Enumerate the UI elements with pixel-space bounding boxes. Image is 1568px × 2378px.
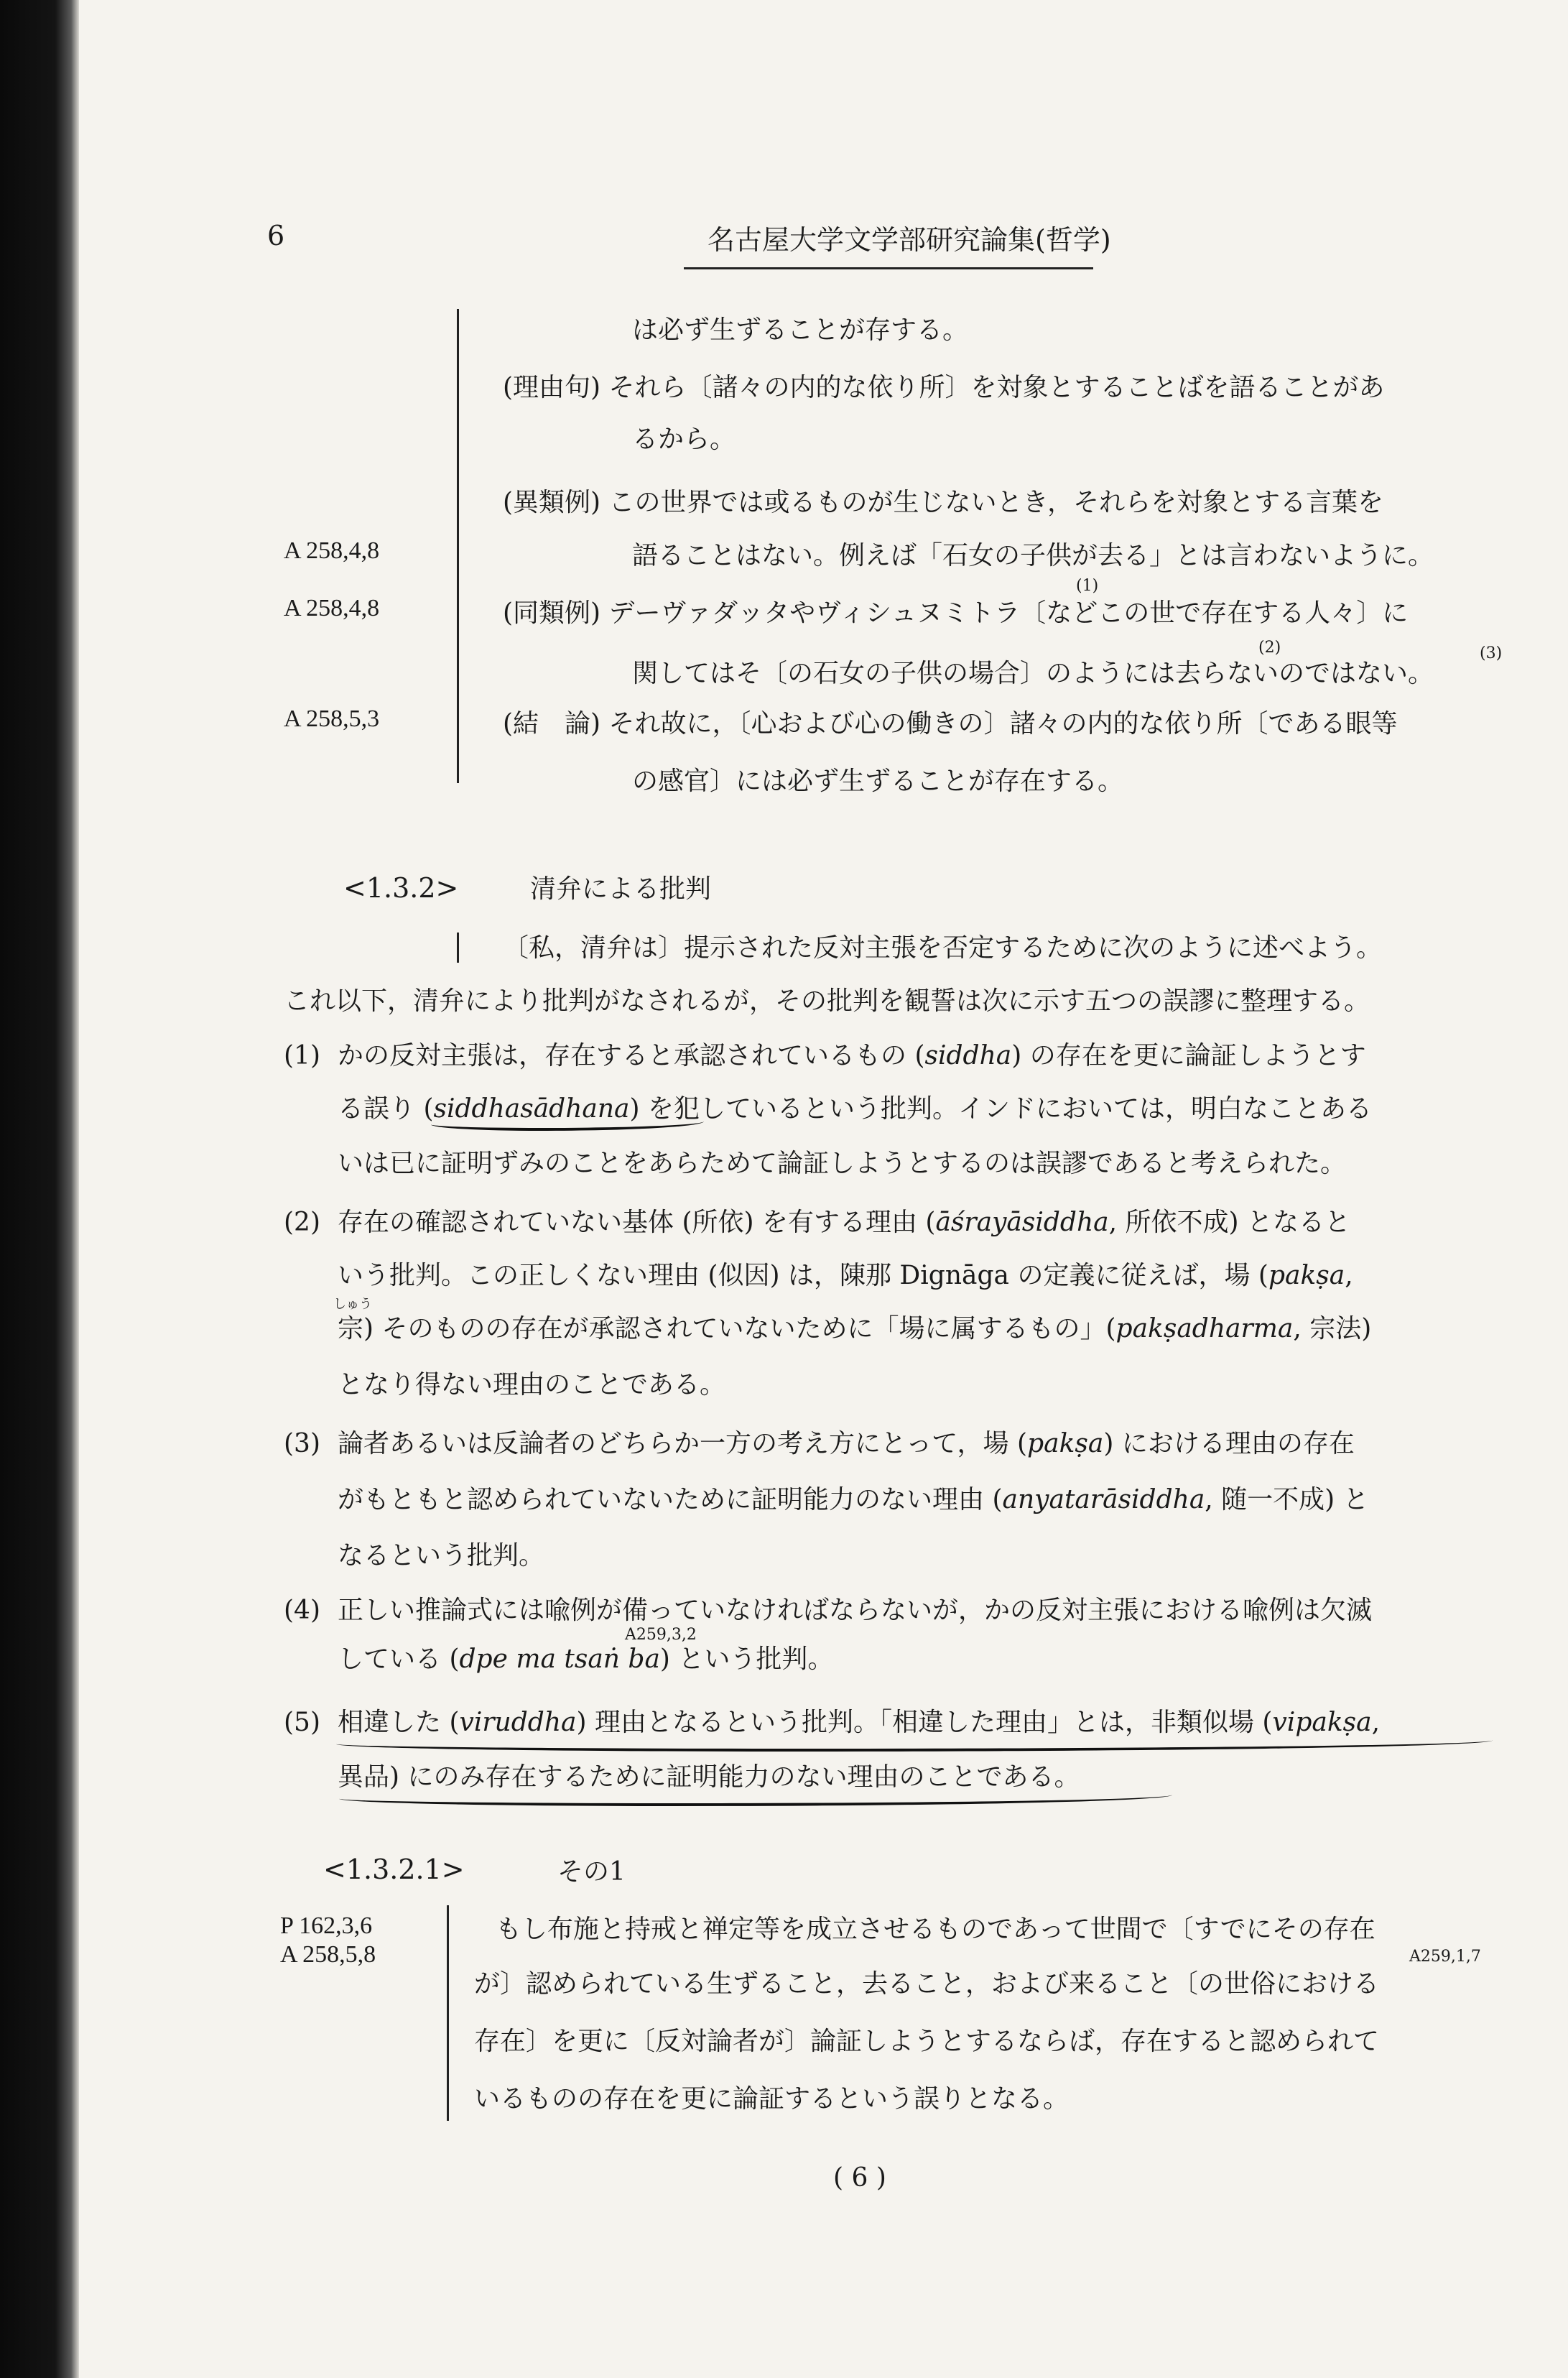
item-line: がもともと認められていないために証明能力のない理由 (anyatarāsiddha, 随一不成) と	[338, 1485, 1369, 1514]
item-line: なるという批判。	[338, 1541, 545, 1570]
inline-ref: A259,1,7	[1409, 1948, 1481, 1966]
syllogism-line: の感官〕には必ず生ずることが存在する。	[632, 767, 1124, 796]
handwritten-underline	[336, 1733, 1493, 1752]
item-line: かの反対主張は，存在すると承認されているもの (siddha) の存在を更に論証しようとす	[338, 1041, 1366, 1070]
syllogism-line: は必ず生ずることが存する。	[632, 315, 969, 345]
quote-left-rule	[447, 1905, 449, 2121]
intro-line: 〔私，清弁は〕提示された反対主張を否定するために次のように述べよう。	[503, 933, 1383, 963]
syllogism-line: (理由句) それら〔諸々の内的な依り所〕を対象とすることばを語ることがあ	[503, 373, 1385, 402]
item-line: いう批判。この正しくない理由 (似因) は，陳那 Dignāga の定義に従えば，場 (pakṣa,	[338, 1261, 1353, 1290]
section-title: 清弁による批判	[530, 874, 712, 904]
handwritten-underline	[431, 1115, 704, 1131]
item-line: 存在の確認されていない基体 (所依) を有する理由 (āśrayāsiddha, 所依不成) となると	[338, 1208, 1350, 1237]
syllogism-left-rule	[457, 309, 459, 783]
note-marker: (3)	[1480, 644, 1503, 662]
handwritten-underline	[339, 1787, 1172, 1806]
syllogism-line: 関してはそ〔の石女の子供の場合〕のようには去らないのではない。	[632, 659, 1434, 688]
item-line: 異品) にのみ存在するために証明能力のない理由のことである。	[338, 1762, 1080, 1792]
footer-page-label: ( 6 )	[833, 2163, 886, 2193]
quote-line: いるものの存在を更に論証するという誤りとなる。	[474, 2084, 1070, 2114]
item-line: 宗) そのものの存在が承認されていないために「場に属するもの」(pakṣadharma, 宗法)	[338, 1314, 1372, 1343]
syllogism-line: (同類例) デーヴァダッタやヴィシュヌミトラ〔などこの世で存在する人々〕に	[503, 598, 1409, 628]
item-line: となり得ない理由のことである。	[338, 1370, 726, 1399]
section-number: <1.3.2>	[343, 872, 459, 904]
subsection-number: <1.3.2.1>	[323, 1854, 465, 1885]
quote-line: 存在〕を更に〔反対論者が〕論証しようとするならば，存在すると認められて	[474, 2027, 1380, 2056]
margin-ref: A 258,5,8	[280, 1941, 376, 1968]
item-line: している (dpe ma tsaṅ ba) という批判。	[338, 1644, 834, 1674]
subsection-title: その1	[557, 1857, 626, 1887]
margin-ref: A 258,5,3	[284, 705, 380, 732]
quote-line: が〕認められている生ずること，去ること，および来ること〔の世俗における	[474, 1969, 1380, 1999]
item-line: 正しい推論式には喩例が備っていなければならないが，かの反対主張における喩例は欠滅	[338, 1596, 1373, 1625]
scan-binding-edge	[0, 0, 79, 2378]
margin-ref: A 258,4,8	[284, 537, 380, 564]
syllogism-line: (結 論) それ故に，〔心および心の働きの〕諸々の内的な依り所〔である眼等	[503, 709, 1398, 739]
item-line: 論者あるいは反論者のどちらか一方の考え方にとって，場 (pakṣa) における理由の存在	[338, 1429, 1355, 1458]
header-rule	[684, 267, 1093, 269]
intro-line: これ以下，清弁により批判がなされるが，その批判を観誓は次に示す五つの誤謬に整理する。	[284, 986, 1370, 1016]
item-number: (4)	[284, 1596, 320, 1625]
note-marker: (1)	[1076, 577, 1099, 595]
item-line: いは已に証明ずみのことをあらためて論証しようとするのは誤謬であると考えられた。	[338, 1149, 1347, 1178]
syllogism-line: るから。	[632, 425, 736, 454]
quote-marker-rule	[457, 933, 459, 963]
syllogism-line: (異類例) この世界では或るものが生じないとき，それらを対象とする言葉を	[503, 488, 1384, 517]
syllogism-line: 語ることはない。例えば「石女の子供が去る」とは言わないように。	[632, 541, 1434, 570]
item-line: る誤り (siddhasādhana) を犯しているという批判。インドにおいては，明白なことある	[338, 1094, 1373, 1124]
margin-ref: P 162,3,6	[280, 1912, 373, 1939]
note-marker: (2)	[1258, 639, 1281, 657]
item-number: (1)	[284, 1041, 320, 1070]
quote-line: もし布施と持戒と禅定等を成立させるものであって世間で〔すでにその存在	[496, 1915, 1376, 1944]
journal-title: 名古屋大学文学部研究論集(哲学)	[708, 224, 1111, 256]
margin-ref: A 258,4,8	[284, 595, 380, 621]
item-number: (2)	[284, 1208, 320, 1237]
ruby-annotation: しゅう	[333, 1297, 372, 1312]
inline-ref: A259,3,2	[625, 1626, 697, 1644]
item-number: (3)	[284, 1429, 320, 1458]
item-line: 相違した (viruddha) 理由となるという批判。「相違した理由」とは，非類似場 (vipakṣa,	[338, 1708, 1381, 1737]
item-number: (5)	[284, 1708, 320, 1737]
page-number: 6	[267, 220, 285, 251]
